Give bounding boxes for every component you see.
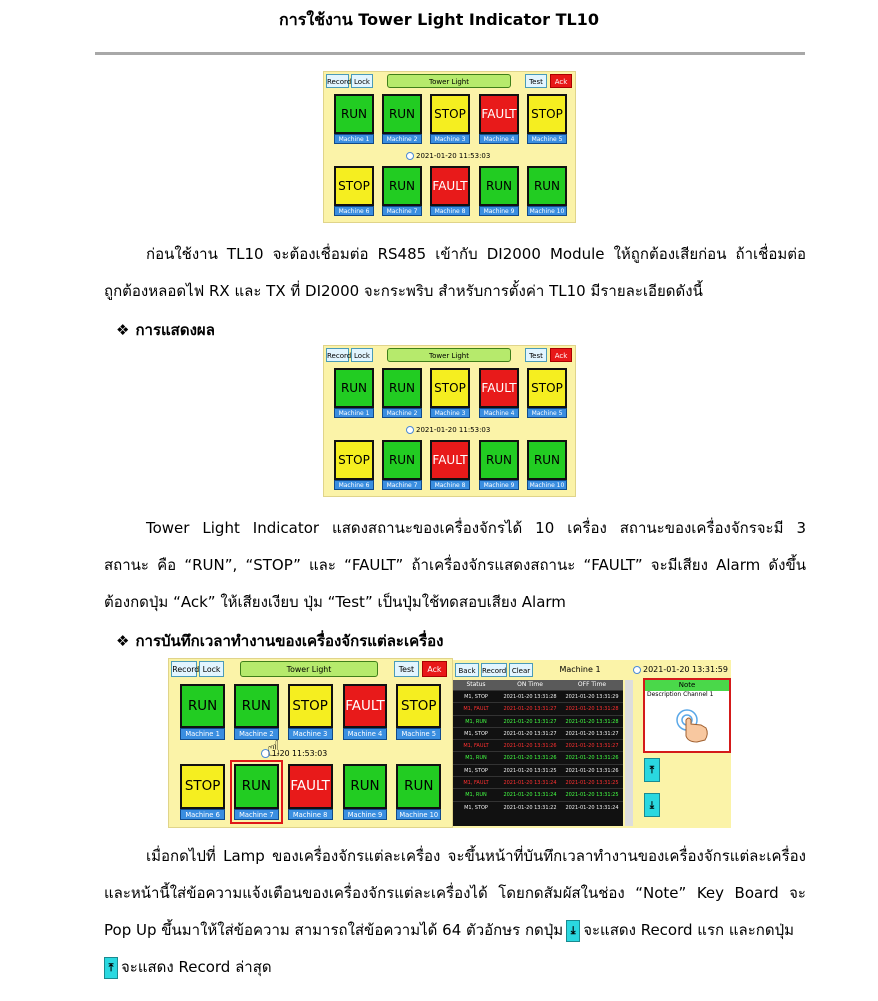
clock-icon — [633, 666, 641, 674]
title-rule — [95, 52, 805, 55]
machine-3-lamp-cell[interactable] — [288, 684, 333, 740]
table-row — [453, 764, 623, 776]
machine-3-lamp-cell[interactable] — [430, 94, 470, 144]
machine-5-status[interactable]: STOP — [527, 368, 567, 408]
note-header: Note — [645, 680, 729, 691]
cell-on: 2021-01-20 13:31:24 — [503, 792, 557, 799]
machine-5-status[interactable]: STOP — [396, 684, 441, 729]
note-description: Description Channel 1 — [647, 691, 714, 698]
machine-7-label: Machine 7 — [234, 809, 279, 820]
record-timestamp-text: 2021-01-20 13:31:59 — [643, 665, 728, 674]
lock-button[interactable]: Lock — [199, 661, 224, 677]
machine-4-label: Machine 4 — [343, 728, 388, 739]
paragraph-3 — [104, 838, 806, 986]
machine-9-status[interactable]: RUN — [343, 764, 388, 809]
record-table-body — [453, 690, 623, 813]
record-button[interactable]: Record — [171, 661, 197, 677]
machine-8-lamp-cell[interactable] — [430, 166, 470, 216]
cell-on: 2021-01-20 13:31:27 — [503, 730, 557, 737]
machine-10-status[interactable]: RUN — [527, 440, 567, 480]
panel-clock-text: 2021-01-20 11:53:03 — [416, 152, 491, 160]
lock-button[interactable]: Lock — [351, 74, 373, 88]
bullet-display — [116, 318, 215, 342]
machine-4-status[interactable]: FAULT — [343, 684, 388, 729]
cell-status: M1, RUN — [465, 718, 487, 725]
machine-5-lamp-cell[interactable] — [527, 94, 567, 144]
machine-10-label: Machine 10 — [396, 809, 441, 820]
record-timestamp — [633, 663, 728, 677]
machine-10-lamp-cell[interactable] — [396, 764, 441, 820]
cell-off: 2021-01-20 13:31:27 — [565, 743, 619, 750]
machine-5-label: Machine 5 — [527, 134, 567, 144]
up-arrow-button[interactable] — [644, 758, 660, 782]
cell-status: M1, STOP — [464, 804, 488, 811]
machine-4-status[interactable]: FAULT — [479, 368, 519, 408]
bullet-record — [116, 629, 444, 653]
machine-5-label: Machine 5 — [527, 408, 567, 418]
machine-2-lamp-cell[interactable] — [382, 94, 422, 144]
machine-4-lamp-cell[interactable] — [479, 94, 519, 144]
machine-6-label: Machine 6 — [180, 809, 225, 820]
paragraph-2-line-1: Tower Light Indicator แสดงสถานะของเครื่องจักรได้ 10 เครื่อง สถานะของเครื่องจักรจะมี 3 — [146, 519, 806, 537]
machine-6-status[interactable]: STOP — [334, 440, 374, 480]
paragraph-3-line-3 — [104, 912, 806, 949]
cell-on: 2021-01-20 13:31:27 — [503, 718, 557, 725]
cell-status: M1, FAULT — [463, 780, 489, 787]
diamond-bullet-icon: ❖ — [116, 632, 130, 650]
machine-8-label: Machine 8 — [430, 480, 470, 490]
clear-button[interactable]: Clear — [509, 663, 533, 677]
table-row — [453, 727, 623, 739]
tower-light-panel-3 — [168, 658, 453, 828]
machine-10-status[interactable]: RUN — [396, 764, 441, 809]
cell-off: 2021-01-20 13:31:26 — [565, 767, 619, 774]
machine-8-status[interactable]: FAULT — [430, 440, 470, 480]
up-arrow-icon: ⤒ — [104, 957, 118, 979]
machine-9-status[interactable]: RUN — [479, 440, 519, 480]
machine-3-label: Machine 3 — [430, 134, 470, 144]
table-row — [453, 788, 623, 800]
cell-off: 2021-01-20 13:31:25 — [565, 780, 619, 787]
down-arrow-button[interactable] — [644, 793, 660, 817]
machine-9-label: Machine 9 — [343, 809, 388, 820]
machine-8-lamp-cell[interactable] — [288, 764, 333, 820]
down-arrow-icon: ⤓ — [649, 799, 655, 811]
cell-status: M1, RUN — [465, 755, 487, 762]
machine-10-lamp-cell[interactable] — [527, 166, 567, 216]
cell-off: 2021-01-20 13:31:28 — [565, 718, 619, 725]
bullet-record-label: การบันทึกเวลาทำงานของเครื่องจักรแต่ละเครื่อง — [135, 632, 444, 650]
machine-1-status[interactable]: RUN — [334, 368, 374, 408]
machine-9-status[interactable]: RUN — [479, 166, 519, 206]
col-off-time: OFF Time — [577, 681, 607, 688]
test-button[interactable]: Test — [394, 661, 419, 677]
cell-status: M1, STOP — [464, 730, 488, 737]
clock-icon — [406, 426, 414, 434]
record-button[interactable]: Record — [481, 663, 507, 677]
cell-status: M1, FAULT — [463, 743, 489, 750]
machine-8-lamp-cell[interactable] — [430, 440, 470, 490]
machine-7-lamp-cell[interactable] — [382, 166, 422, 216]
machine-9-label: Machine 9 — [479, 206, 519, 216]
paragraph-2-line-3: ต้องกดปุ่ม “Ack” ให้เสียงเงียบ ปุ่ม “Test” เป็นปุ่มใช้ทดสอบเสียง Alarm — [104, 593, 566, 611]
machine-8-label: Machine 8 — [430, 206, 470, 216]
cell-on: 2021-01-20 13:31:24 — [503, 780, 557, 787]
cell-on: 2021-01-20 13:31:22 — [503, 804, 557, 811]
record-machine-name: Machine 1 — [559, 665, 601, 674]
paragraph-1-line-1: ก่อนใช้งาน TL10 จะต้องเชื่อมต่อ RS485 เข้ากับ DI2000 Module ให้ถูกต้องเสียก่อน ถ้าเชื่อมต่อ — [146, 245, 806, 263]
record-scrollbar[interactable] — [625, 680, 633, 826]
machine-3-status[interactable]: STOP — [288, 684, 333, 729]
machine-9-lamp-cell[interactable] — [479, 440, 519, 490]
table-row — [453, 739, 623, 751]
cell-status: M1, FAULT — [463, 706, 489, 713]
table-row — [453, 715, 623, 727]
tower-light-title: Tower Light — [387, 348, 511, 362]
note-box[interactable] — [643, 678, 731, 753]
machine-6-label: Machine 6 — [334, 480, 374, 490]
ack-button[interactable]: Ack — [422, 661, 447, 677]
cell-off: 2021-01-20 13:31:25 — [565, 792, 619, 799]
machine-2-status[interactable]: RUN — [382, 94, 422, 134]
machine-9-label: Machine 9 — [479, 480, 519, 490]
machine-7-status[interactable]: RUN — [382, 166, 422, 206]
machine-1-label: Machine 1 — [180, 728, 225, 739]
col-on-time: ON Time — [517, 681, 543, 688]
paragraph-3-line-1: เมื่อกดไปที่ Lamp ของเครื่องจักรแต่ละเครื่อง จะขึ้นหน้าที่บันทึกเวลาทำงานของเครื่องจักรแต่ละเครื่อง — [146, 847, 806, 865]
diamond-bullet-icon: ❖ — [116, 321, 130, 339]
machine-5-label: Machine 5 — [396, 728, 441, 739]
clock-icon — [406, 152, 414, 160]
record-screen — [453, 660, 731, 828]
machine-4-label: Machine 4 — [479, 408, 519, 418]
pointer-hand-icon: ☝ — [267, 737, 281, 762]
cell-on: 2021-01-20 13:31:26 — [503, 743, 557, 750]
paragraph-2-line-2: สถานะ คือ “RUN”, “STOP” และ “FAULT” ถ้าเครื่องจักรแสดงสถานะ “FAULT” จะมีเสียง Alarm ดังขึ้น — [104, 556, 806, 574]
machine-10-status[interactable]: RUN — [527, 166, 567, 206]
machine-5-status[interactable]: STOP — [527, 94, 567, 134]
back-button[interactable]: Back — [455, 663, 479, 677]
paragraph-3-line-2: และหน้านี้ใส่ข้อความแจ้งเตือนของเครื่องจักรแต่ละเครื่องได้ โดยกดสัมผัสในช่อง “Note” Key Board จะ — [104, 884, 806, 902]
cell-off: 2021-01-20 13:31:27 — [565, 730, 619, 737]
machine-7-label: Machine 7 — [382, 480, 422, 490]
machine-4-status[interactable]: FAULT — [479, 94, 519, 134]
machine-10-lamp-cell[interactable] — [527, 440, 567, 490]
ack-button[interactable]: Ack — [550, 74, 572, 88]
paragraph-1 — [104, 236, 806, 310]
paragraph-1-line-2: ถูกต้องหลอดไฟ RX และ TX ที่ DI2000 จะกระพริบ สำหรับการตั้งค่า TL10 มีรายละเอียดดังนี้ — [104, 282, 703, 300]
table-row — [453, 801, 623, 813]
machine-10-label: Machine 10 — [527, 206, 567, 216]
machine-2-label: Machine 2 — [234, 728, 279, 739]
panel-clock — [406, 426, 490, 434]
panel-clock — [406, 152, 490, 160]
machine-9-lamp-cell[interactable] — [343, 764, 388, 820]
machine-2-lamp-cell[interactable] — [234, 684, 279, 740]
machine-8-status[interactable]: FAULT — [288, 764, 333, 809]
bullet-display-label: การแสดงผล — [135, 321, 215, 339]
machine-2-label: Machine 2 — [382, 134, 422, 144]
cell-off: 2021-01-20 13:31:24 — [565, 804, 619, 811]
down-arrow-icon: ⤓ — [566, 920, 580, 942]
ack-button[interactable]: Ack — [550, 348, 572, 362]
machine-3-label: Machine 3 — [430, 408, 470, 418]
paragraph-2 — [104, 510, 806, 621]
machine-2-status[interactable]: RUN — [234, 684, 279, 729]
machine-1-status[interactable]: RUN — [334, 94, 374, 134]
machine-5-lamp-cell[interactable] — [527, 368, 567, 418]
machine-4-lamp-cell[interactable] — [479, 368, 519, 418]
record-button[interactable]: Record — [326, 348, 349, 362]
machine-8-label: Machine 8 — [288, 809, 333, 820]
table-row — [453, 776, 623, 788]
machine-7-status[interactable]: RUN — [382, 440, 422, 480]
cell-status: M1, STOP — [464, 694, 488, 700]
tower-light-panel-1 — [323, 71, 576, 223]
up-arrow-icon: ⤒ — [649, 764, 655, 776]
machine-10-label: Machine 10 — [527, 480, 567, 490]
tower-light-title: Tower Light — [240, 661, 379, 677]
machine-9-lamp-cell[interactable] — [479, 166, 519, 216]
col-status: Status — [466, 681, 486, 688]
cell-off: 2021-01-20 13:31:26 — [565, 755, 619, 762]
paragraph-3-line-4 — [104, 949, 806, 986]
cell-off: 2021-01-20 13:31:29 — [565, 694, 619, 700]
machine-2-status[interactable]: RUN — [382, 368, 422, 408]
cell-on: 2021-01-20 13:31:25 — [503, 767, 557, 774]
machine-4-label: Machine 4 — [479, 134, 519, 144]
machine-3-status[interactable]: STOP — [430, 94, 470, 134]
machine-6-label: Machine 6 — [334, 206, 374, 216]
table-row — [453, 690, 623, 702]
machine-1-label: Machine 1 — [334, 134, 374, 144]
document-title: การใช้งาน Tower Light Indicator TL10 — [279, 10, 599, 29]
machine-6-status[interactable]: STOP — [334, 166, 374, 206]
record-table-header — [453, 680, 623, 690]
machine-7-label: Machine 7 — [382, 206, 422, 216]
panel-clock-text: 2021-01-20 11:53:03 — [416, 426, 491, 434]
machine-2-lamp-cell[interactable] — [382, 368, 422, 418]
lock-button[interactable]: Lock — [351, 348, 373, 362]
machine-1-label: Machine 1 — [334, 408, 374, 418]
test-button[interactable]: Test — [525, 348, 547, 362]
test-button[interactable]: Test — [525, 74, 547, 88]
machine-3-status[interactable]: STOP — [430, 368, 470, 408]
machine-6-lamp-cell[interactable] — [334, 440, 374, 490]
record-button[interactable]: Record — [326, 74, 349, 88]
machine-6-lamp-cell[interactable] — [334, 166, 374, 216]
machine-1-lamp-cell[interactable] — [180, 684, 225, 740]
machine-1-lamp-cell[interactable] — [334, 94, 374, 144]
touch-hand-icon — [673, 706, 713, 746]
machine-8-status[interactable]: FAULT — [430, 166, 470, 206]
cell-on: 2021-01-20 13:31:26 — [503, 755, 557, 762]
machine-3-lamp-cell[interactable] — [430, 368, 470, 418]
paragraph-3-line-4-text: จะแสดง Record ล่าสุด — [121, 958, 272, 976]
tower-light-title: Tower Light — [387, 74, 511, 88]
paragraph-3-line-3-a: Pop Up ขึ้นมาให้ใส่ข้อความ สามารถใส่ข้อความได้ 64 ตัวอักษร กดปุ่ม — [104, 921, 564, 939]
panel-clock-text: 1-20 11:53:03 — [271, 748, 328, 758]
machine-7-status[interactable]: RUN — [234, 764, 279, 809]
table-row — [453, 702, 623, 714]
record-table — [453, 680, 623, 826]
cell-status: M1, RUN — [465, 792, 487, 799]
table-row — [453, 751, 623, 763]
machine-1-lamp-cell[interactable] — [334, 368, 374, 418]
machine-5-lamp-cell[interactable] — [396, 684, 441, 740]
cell-off: 2021-01-20 13:31:28 — [565, 706, 619, 713]
paragraph-3-line-3-b: จะแสดง Record แรก และกดปุ่ม — [583, 921, 795, 939]
machine-4-lamp-cell[interactable] — [343, 684, 388, 740]
machine-6-lamp-cell[interactable] — [180, 764, 225, 820]
machine-6-status[interactable]: STOP — [180, 764, 225, 809]
machine-7-lamp-cell[interactable] — [382, 440, 422, 490]
tower-light-panel-2 — [323, 345, 576, 497]
machine-3-label: Machine 3 — [288, 728, 333, 739]
machine-1-status[interactable]: RUN — [180, 684, 225, 729]
machine-2-label: Machine 2 — [382, 408, 422, 418]
cell-on: 2021-01-20 13:31:28 — [503, 694, 557, 700]
cell-on: 2021-01-20 13:31:27 — [503, 706, 557, 713]
cell-status: M1, STOP — [464, 767, 488, 774]
selected-lamp-highlight — [230, 760, 283, 824]
